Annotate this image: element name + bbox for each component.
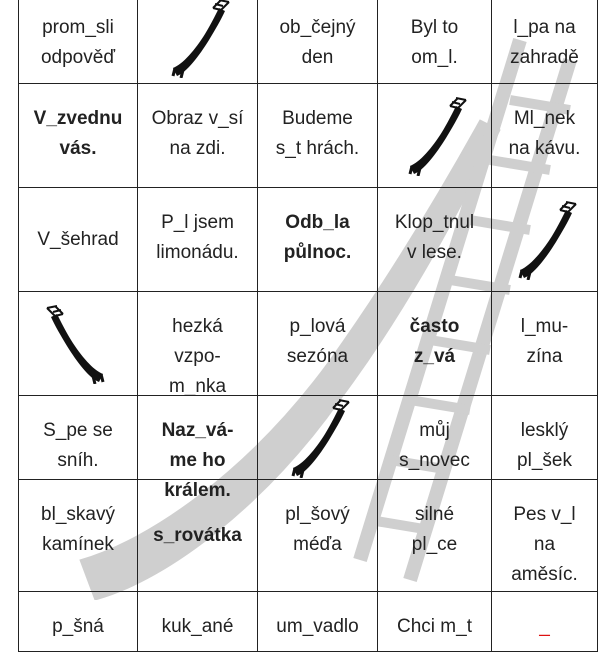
- board-cell[interactable]: [258, 84, 378, 188]
- slide-icon: [400, 96, 470, 176]
- board-cell[interactable]: [258, 188, 378, 292]
- cell-text: Naz_vá- me ho králem.: [161, 420, 234, 501]
- cell-text: Chci m_t: [397, 616, 472, 637]
- cell-text: Byl to om_l.: [410, 17, 459, 68]
- cell-text: V_šehrad: [37, 228, 119, 250]
- cell-text: silné pl_ce: [411, 504, 458, 555]
- board-cell[interactable]: [18, 396, 138, 480]
- cell-text: S_pe se sníh.: [43, 420, 113, 471]
- board-cell[interactable]: [378, 0, 492, 84]
- board-cell[interactable]: [138, 188, 258, 292]
- cell-text: P_l jsem limonádu.: [156, 212, 239, 263]
- board-cell-slide[interactable]: [18, 292, 138, 396]
- board-cell[interactable]: [378, 396, 492, 480]
- cell-text: s_rovátka: [153, 524, 242, 546]
- cell-text: Budeme s_t hrách.: [275, 108, 360, 159]
- cell-text: kuk_ané: [161, 616, 234, 637]
- board-cell-slide[interactable]: [138, 0, 258, 84]
- cell-text: l_mu- zína: [520, 316, 569, 367]
- board-cell[interactable]: [492, 292, 598, 396]
- cell-text: l_pa na zahradě: [510, 17, 579, 68]
- board-cell[interactable]: [18, 84, 138, 188]
- cell-text: Odb_la půlnoc.: [283, 212, 352, 263]
- cell-text: lesklý pl_šek: [517, 420, 572, 471]
- board-cell[interactable]: [18, 0, 138, 84]
- board-cell[interactable]: [138, 84, 258, 188]
- board-cell-slide[interactable]: [378, 84, 492, 188]
- cell-text: Pes v_l na aměsíc.: [511, 504, 578, 585]
- cell-text: p_šná: [52, 616, 104, 637]
- cell-text: Ml_nek na kávu.: [508, 108, 581, 159]
- board-cell[interactable]: [378, 480, 492, 592]
- board-cell-slide[interactable]: [492, 188, 598, 292]
- cell-text: Klop_tnul v lese.: [394, 212, 475, 263]
- cell-text: hezká vzpo- m_nka: [168, 316, 227, 397]
- cell-text: V_zvednu vás.: [33, 108, 123, 159]
- board-cell[interactable]: [258, 0, 378, 84]
- board-cell[interactable]: [492, 592, 598, 652]
- cell-text: _: [539, 616, 550, 637]
- board-cell[interactable]: [378, 592, 492, 652]
- board-cell[interactable]: [258, 480, 378, 592]
- board-cell[interactable]: [138, 396, 258, 501]
- cell-text: um_vadlo: [276, 616, 359, 637]
- board-cell[interactable]: [492, 84, 598, 188]
- board-cell[interactable]: [492, 0, 598, 84]
- cell-text: Obraz v_sí na zdi.: [151, 108, 244, 159]
- board-cell[interactable]: [18, 592, 138, 652]
- board-cell[interactable]: [378, 292, 492, 396]
- board-cell[interactable]: [492, 396, 598, 480]
- slide-icon: [43, 304, 113, 384]
- board-cell-slide[interactable]: [258, 396, 378, 480]
- board-cell[interactable]: [18, 480, 138, 592]
- cell-text: ob_čejný den: [279, 17, 356, 68]
- slide-icon: [163, 0, 233, 78]
- board-cell[interactable]: [258, 592, 378, 652]
- board-cell[interactable]: [138, 292, 258, 396]
- board-cell[interactable]: [138, 480, 258, 592]
- game-board: [18, 0, 581, 637]
- board-cell[interactable]: [138, 592, 258, 652]
- board-cell[interactable]: [378, 188, 492, 292]
- board-cell[interactable]: [258, 292, 378, 396]
- cell-text: prom_sli odpověď: [40, 17, 115, 68]
- cell-text: často z_vá: [409, 316, 460, 367]
- slide-icon: [283, 398, 353, 478]
- board-cell[interactable]: [18, 188, 138, 292]
- board-cell[interactable]: [492, 480, 598, 592]
- slide-icon: [510, 200, 580, 280]
- cell-text: bl_skavý kamínek: [41, 504, 115, 555]
- cell-text: p_lová sezóna: [286, 316, 349, 367]
- cell-text: můj s_novec: [399, 420, 470, 471]
- cell-text: pl_šový méďa: [285, 504, 350, 555]
